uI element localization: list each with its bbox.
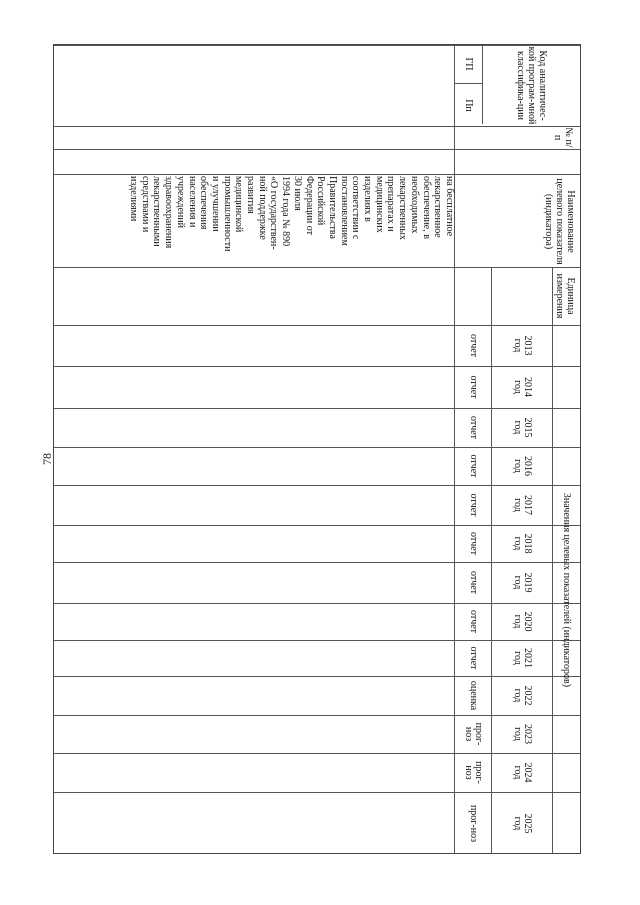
description-line: обеспечение, в bbox=[420, 176, 432, 239]
year-header-2019 bbox=[492, 562, 553, 603]
header-values-group: Значения целевых показателей (индикаторов) bbox=[561, 492, 572, 688]
year-suffix: год bbox=[512, 536, 524, 551]
status-2024: прог-ноз bbox=[463, 761, 485, 784]
description-line: Правительства bbox=[326, 176, 338, 239]
status-2015: отчет bbox=[468, 415, 480, 440]
year-suffix: год bbox=[512, 651, 524, 665]
header-number: № п/п bbox=[552, 127, 574, 148]
year-label: 2015 bbox=[522, 417, 534, 438]
description-line: медицинских bbox=[373, 176, 385, 233]
description-line: ной поддержке bbox=[256, 176, 268, 240]
year-label: 2019 bbox=[522, 572, 534, 593]
description-line: на бесплатное bbox=[444, 176, 455, 237]
code-split-line bbox=[455, 83, 483, 84]
description-line: «О государствен- bbox=[268, 176, 280, 250]
status-2017: отчет bbox=[468, 493, 480, 517]
year-suffix: год bbox=[512, 498, 524, 512]
status-2014: отчет bbox=[468, 375, 480, 399]
year-header-2022 bbox=[492, 676, 553, 715]
header-code-gp: ГП bbox=[463, 57, 475, 71]
status-2016: отчет bbox=[468, 454, 480, 478]
page-number: 78 bbox=[40, 453, 54, 465]
year-suffix: год bbox=[512, 688, 524, 703]
description-line: населения и bbox=[186, 176, 198, 228]
year-label: 2014 bbox=[522, 377, 534, 397]
year-header-2025 bbox=[492, 792, 553, 855]
description-line: изделиями bbox=[128, 176, 140, 222]
status-2022: оценка bbox=[468, 680, 480, 711]
status-2020: отчет bbox=[468, 609, 480, 634]
header-code-pp: Пп bbox=[463, 99, 475, 112]
header-indicator-name: Наименование целевого показателя (индикатора) bbox=[543, 178, 576, 265]
year-label: 2016 bbox=[522, 456, 534, 476]
year-label: 2023 bbox=[522, 724, 534, 744]
year-header-2023 bbox=[492, 715, 553, 753]
year-header-2024 bbox=[492, 753, 553, 792]
year-suffix: год bbox=[512, 459, 524, 473]
description-line: и улучшении bbox=[209, 176, 221, 232]
year-label: 2025 bbox=[522, 813, 534, 834]
header-unit: Единица измерения bbox=[554, 273, 576, 319]
year-label: 2018 bbox=[522, 533, 534, 554]
indicator-description bbox=[55, 174, 455, 269]
year-label: 2021 bbox=[522, 648, 534, 668]
description-line: медицинской bbox=[233, 176, 245, 233]
description-line: здравоохранения bbox=[163, 176, 175, 249]
description-line: препаратах и bbox=[385, 176, 397, 232]
description-line: учреждений bbox=[174, 176, 186, 228]
year-label: 2024 bbox=[522, 762, 534, 783]
description-line: Федерации от bbox=[303, 176, 315, 235]
year-suffix: год bbox=[512, 420, 524, 435]
year-header-2017 bbox=[492, 485, 553, 525]
year-header-2014 bbox=[492, 366, 553, 408]
description-line: лекарственное bbox=[432, 176, 444, 238]
year-suffix: год bbox=[512, 727, 524, 741]
description-line: лекарственными bbox=[151, 176, 163, 247]
year-suffix: год bbox=[512, 614, 524, 629]
description-line: 1994 года № 890 bbox=[280, 176, 292, 247]
year-suffix: год bbox=[512, 575, 524, 590]
year-suffix: год bbox=[512, 816, 524, 831]
description-line: необходимых bbox=[408, 176, 420, 234]
year-header-2018 bbox=[492, 525, 553, 562]
description-line: 30 июля bbox=[291, 176, 303, 211]
status-2018: отчет bbox=[468, 531, 480, 556]
year-suffix: год bbox=[512, 380, 524, 394]
description-line: изделиях в bbox=[362, 176, 374, 222]
description-line: развития bbox=[245, 176, 257, 214]
indicators-table bbox=[53, 44, 581, 854]
year-header-2021 bbox=[492, 640, 553, 676]
status-2025: прог-ноз bbox=[468, 804, 480, 843]
year-header-2016 bbox=[492, 447, 553, 485]
year-label: 2013 bbox=[522, 335, 534, 356]
rotated-table-wrapper bbox=[128, 44, 581, 843]
year-suffix: год bbox=[512, 765, 524, 780]
year-header-2020 bbox=[492, 603, 553, 640]
header-code-group: Код аналитичес-кой програм-мной классифика-ции bbox=[515, 46, 548, 125]
year-suffix: год bbox=[512, 338, 524, 353]
status-2021: отчет bbox=[468, 646, 480, 670]
status-2013: отчет bbox=[468, 333, 480, 358]
description-line: постановлением bbox=[338, 176, 350, 246]
description-line: Российской bbox=[315, 176, 327, 226]
description-line: обеспечения bbox=[198, 176, 210, 230]
year-label: 2020 bbox=[522, 611, 534, 632]
status-2023: прог-ноз bbox=[463, 722, 485, 746]
status-2019: отчет bbox=[468, 570, 480, 595]
description-line: лекарственных bbox=[397, 176, 409, 240]
description-line: промышленности bbox=[221, 176, 233, 252]
description-line: средствами и bbox=[139, 176, 151, 233]
description-line: соответствии с bbox=[350, 176, 362, 240]
year-header-2015 bbox=[492, 408, 553, 447]
header-code-split bbox=[455, 45, 483, 126]
year-header-2013 bbox=[492, 325, 553, 366]
year-label: 2017 bbox=[522, 495, 534, 515]
year-label: 2022 bbox=[522, 685, 534, 706]
